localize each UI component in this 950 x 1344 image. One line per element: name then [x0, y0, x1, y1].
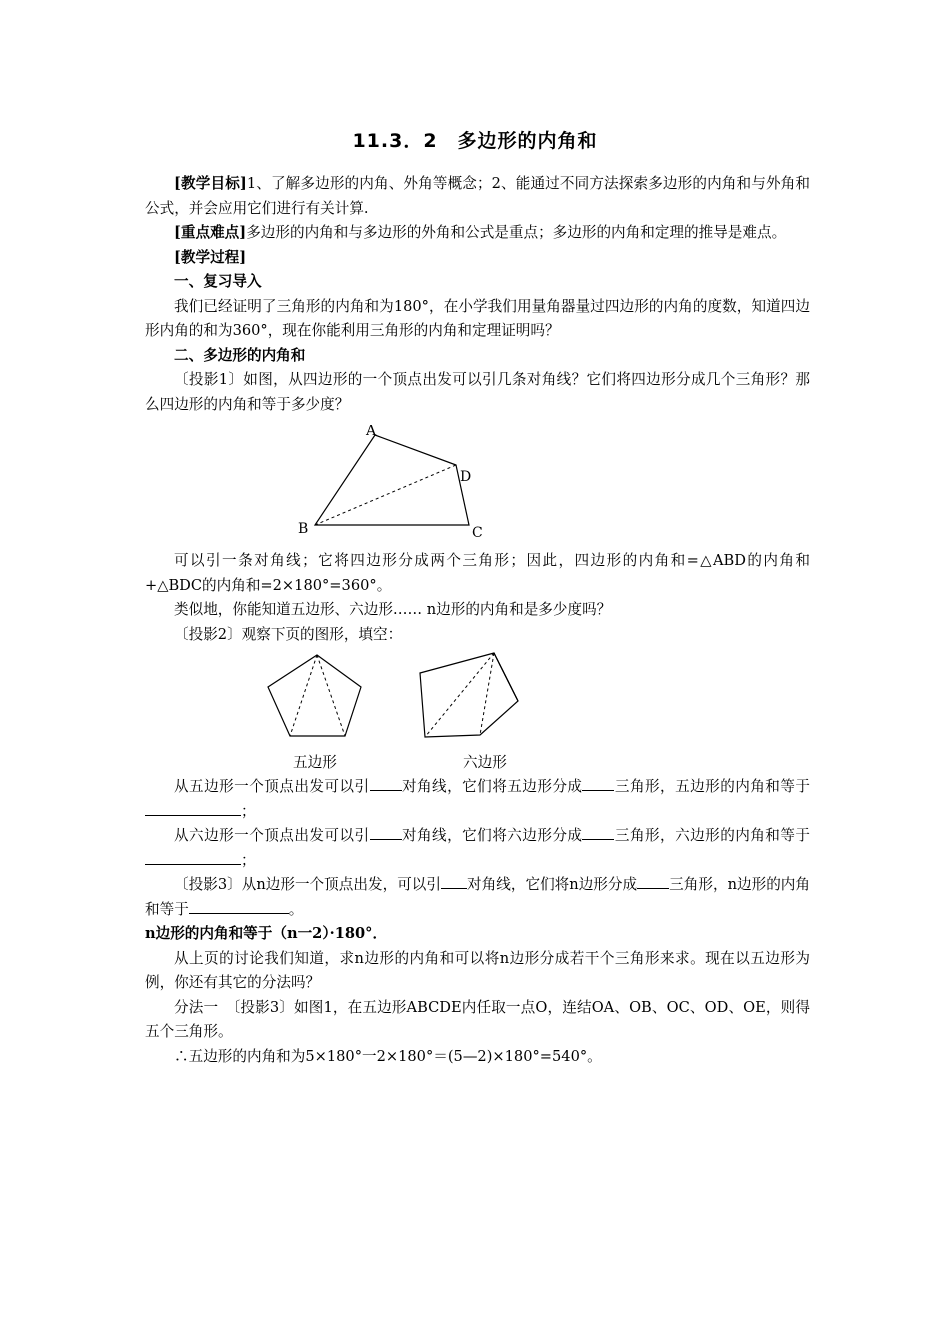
key-points [145, 221, 810, 246]
hexagon-caption: 六边形 [463, 754, 507, 771]
vertex-label-c: C [472, 525, 483, 537]
goals-text: 1、了解多边形的内角、外角等概念；2、能通过不同方法探索多边形的内角和与外角和公式，并会应用它们进行有关计算. [145, 175, 810, 217]
goals-label: [教学目标] [174, 175, 247, 192]
fill-hexagon: 从六边形一个顶点出发可以引 对角线，它们将六边形分成 三角形，六边形的内角和等于； [145, 824, 810, 873]
document-body [145, 172, 810, 1069]
diagonal-bd [315, 465, 456, 525]
pentagon-diagonal-1 [290, 655, 317, 736]
formula-statement: n边形的内角和等于（n一2）·180°． [145, 925, 388, 942]
blank-ngon-triangles[interactable] [637, 874, 669, 889]
hexagon-diagonal-2 [480, 653, 494, 735]
conclusion-text: ∴五边形的内角和为5×180°一2×180°＝(5—2)×180°=540°。 [174, 1047, 602, 1065]
fill-pentagon: 从五边形一个顶点出发可以引 对角线，它们将五边形分成 三角形，五边形的内角和等于； [145, 775, 810, 824]
projection1-text: 〔投影1〕如图，从四边形的一个顶点出发可以引几条对角线？它们将四边形分成几个三角形？那么四边形的内角和等于多少度？ [145, 371, 810, 413]
blank-hexagon-diagonals[interactable] [370, 825, 402, 840]
quadrilateral-figure [293, 425, 523, 537]
blank-ngon-sum[interactable] [189, 899, 289, 914]
hexagon-diagonal-1 [425, 653, 494, 737]
hexagon-shape [420, 653, 518, 737]
method1-text: 分法一 〔投影3〕如图1，在五边形ABCDE内任取一点O，连结OA、OB、OC、OD、OE，则得五个三角形。 [145, 998, 810, 1040]
vertex-label-b: B [298, 521, 309, 537]
process-label: [教学过程] [174, 248, 247, 266]
blank-hexagon-triangles[interactable] [582, 825, 614, 840]
pentagon-shape [268, 655, 361, 736]
teaching-goals [145, 172, 810, 221]
projection2-text: 〔投影2〕观察下页的图形，填空： [174, 625, 403, 643]
blank-ngon-diagonals[interactable] [441, 874, 467, 889]
blank-pentagon-diagonals[interactable] [370, 776, 402, 791]
pentagon-caption: 五边形 [293, 754, 337, 771]
keypoints-text: 多边形的内角和与多边形的外角和公式是重点；多边形的内角和定理的推导是难点。 [246, 224, 787, 241]
vertex-label-d: D [460, 469, 472, 485]
polygons-figure [265, 651, 555, 741]
section1-text: 我们已经证明了三角形的内角和为180°，在小学我们用量角器量过四边形的内角的度数，知道四边形内角的和为360°，现在你能利用三角形的内角和定理证明吗？ [145, 297, 810, 339]
blank-hexagon-sum[interactable] [145, 850, 241, 865]
quadrilateral-abcd [315, 435, 472, 525]
after-figure1-text: 可以引一条对角线；它将四边形分成两个三角形；因此，四边形的内角和=△ABD的内角和+△BDC的内角和=2×180°=360°。 [145, 552, 810, 594]
vertex-label-a: A [366, 425, 377, 439]
blank-pentagon-sum[interactable] [145, 801, 241, 816]
polygon-captions [145, 751, 810, 775]
keypoints-label: [重点难点] [174, 224, 247, 241]
section2-heading: 二、多边形的内角和 [174, 346, 306, 364]
similarly-text: 类似地，你能知道五边形、六边形…… n边形的内角和是多少度吗？ [174, 601, 612, 618]
pentagon-diagonal-2 [317, 655, 345, 736]
discussion-text: 从上页的讨论我们知道，求n边形的内角和可以将n边形分成若干个三角形来求。现在以五边形为例，你还有其它的分法吗？ [145, 949, 810, 991]
page-title: 11.3．2 多边形的内角和 [352, 130, 598, 152]
section1-heading: 一、复习导入 [174, 273, 262, 290]
fill-ngon: 〔投影3〕从n边形一个顶点出发，可以引 对角线，它们将n边形分成 三角形，n边形的内角和等于 。 [145, 876, 811, 918]
blank-pentagon-triangles[interactable] [582, 776, 614, 791]
